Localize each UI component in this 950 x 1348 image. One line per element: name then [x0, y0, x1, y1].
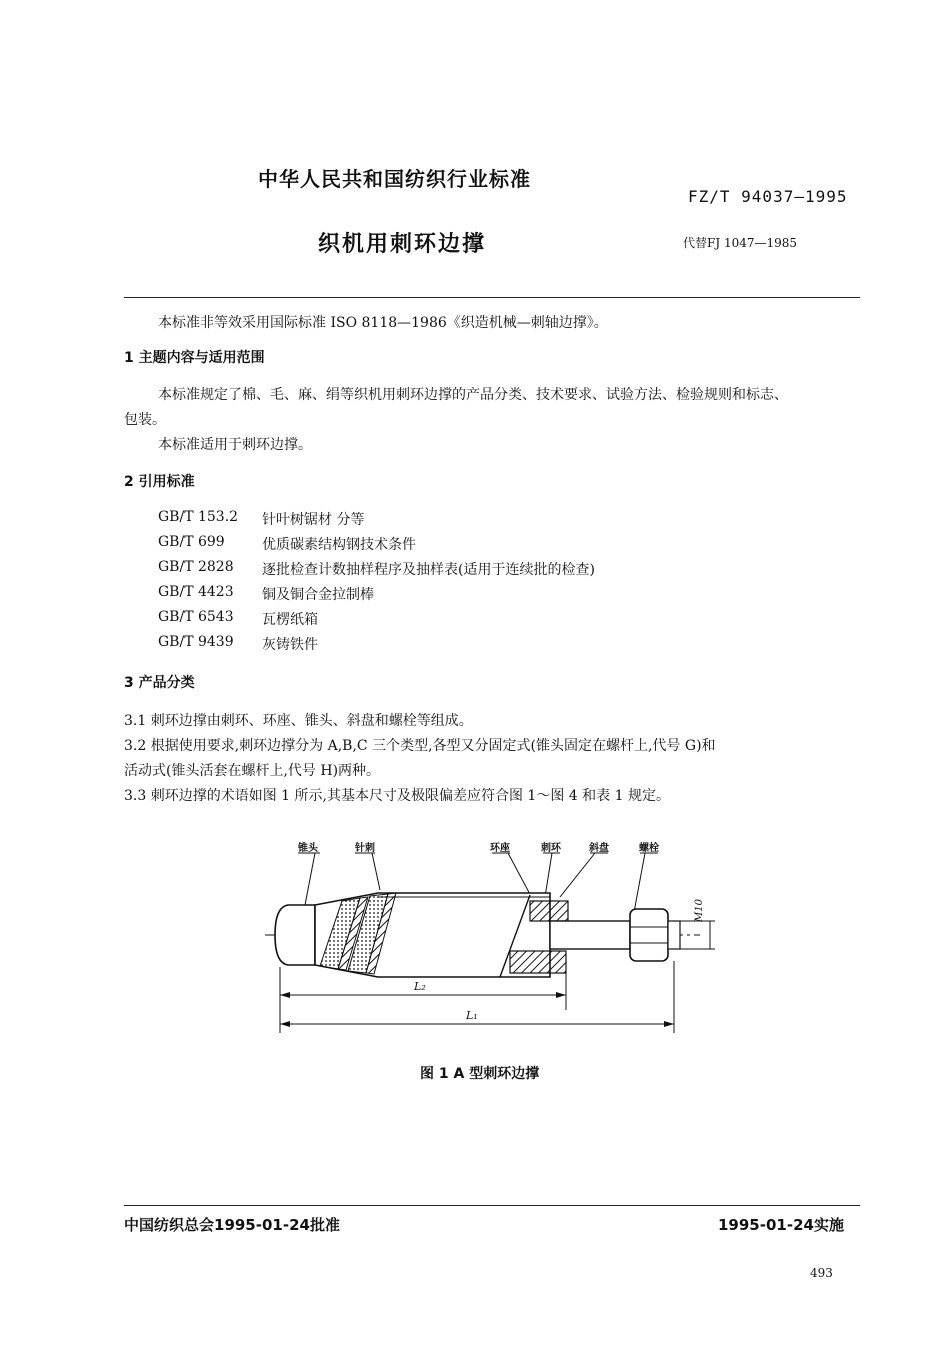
- ref-title: 针叶树锯材 分等: [262, 512, 365, 528]
- section-1-heading: 1 主题内容与适用范围: [124, 350, 265, 366]
- clause-3-2-line1: 3.2 根据使用要求,刺环边撑分为 A,B,C 三个类型,各型又分固定式(锥头固定在螺杆上,代号 G)和: [124, 738, 716, 754]
- label-m10: M10: [694, 899, 705, 922]
- clause-3-3: 3.3 刺环边撑的术语如图 1 所示,其基本尺寸及极限偏差应符合图 1～图 4 和表 1 规定。: [124, 788, 670, 804]
- section-1-para-line1: 本标准规定了棉、毛、麻、绢等织机用刺环边撑的产品分类、技术要求、试验方法、检验规则和标志、: [158, 387, 788, 403]
- ref-code: GB/T 4423: [158, 584, 234, 600]
- intro-paragraph: 本标准非等效采用国际标准 ISO 8118—1986《织造机械—刺轴边撑》。: [158, 315, 608, 331]
- label-ring-seat: 环座: [490, 843, 510, 854]
- ref-title: 铜及铜合金拉制棒: [262, 587, 374, 603]
- figure-caption: 图 1 A 型刺环边撑: [420, 1066, 540, 1082]
- clause-3-1: 3.1 刺环边撑由刺环、环座、锥头、斜盘和螺栓等组成。: [124, 713, 473, 729]
- ref-code: GB/T 2828: [158, 559, 234, 575]
- ref-title: 优质碳素结构钢技术条件: [262, 537, 416, 553]
- ref-title: 灰铸铁件: [262, 637, 318, 653]
- footer-divider: [124, 1205, 860, 1206]
- label-cone-head: 锥头: [298, 843, 318, 854]
- ref-code: GB/T 699: [158, 534, 225, 550]
- section-1-para2: 本标准适用于刺环边撑。: [158, 437, 312, 453]
- standard-number: FZ/T 94037—1995: [688, 187, 848, 206]
- label-needle: 针刺: [355, 843, 375, 854]
- ref-code: GB/T 153.2: [158, 509, 239, 525]
- section-3-heading: 3 产品分类: [124, 675, 195, 691]
- section-2-heading: 2 引用标准: [124, 474, 195, 490]
- industry-standard-title: 中华人民共和国纺织行业标准: [258, 167, 531, 191]
- label-thorn-ring: 刺环: [541, 843, 561, 854]
- label-l2: L₂: [414, 980, 426, 993]
- document-title: 织机用刺环边撑: [318, 232, 487, 257]
- ref-title: 瓦楞纸箱: [262, 612, 318, 628]
- header-divider: [124, 297, 860, 298]
- section-1-para-line2: 包装。: [124, 412, 166, 428]
- replaces-note: 代替FJ 1047—1985: [683, 236, 798, 250]
- clause-3-2-line2: 活动式(锥头活套在螺杆上,代号 H)两种。: [124, 763, 381, 779]
- label-l1: L₁: [466, 1009, 478, 1022]
- ref-code: GB/T 6543: [158, 609, 234, 625]
- approval-note: 中国纺织总会1995-01-24批准: [124, 1216, 340, 1234]
- label-swash-plate: 斜盘: [589, 843, 609, 854]
- ref-code: GB/T 9439: [158, 634, 234, 650]
- implementation-note: 1995-01-24实施: [718, 1216, 844, 1234]
- label-bolt: 螺栓: [639, 843, 659, 854]
- figure-1-drawing: [260, 835, 730, 1045]
- page-number: 493: [810, 1266, 833, 1280]
- ref-title: 逐批检查计数抽样程序及抽样表(适用于连续批的检查): [262, 562, 595, 578]
